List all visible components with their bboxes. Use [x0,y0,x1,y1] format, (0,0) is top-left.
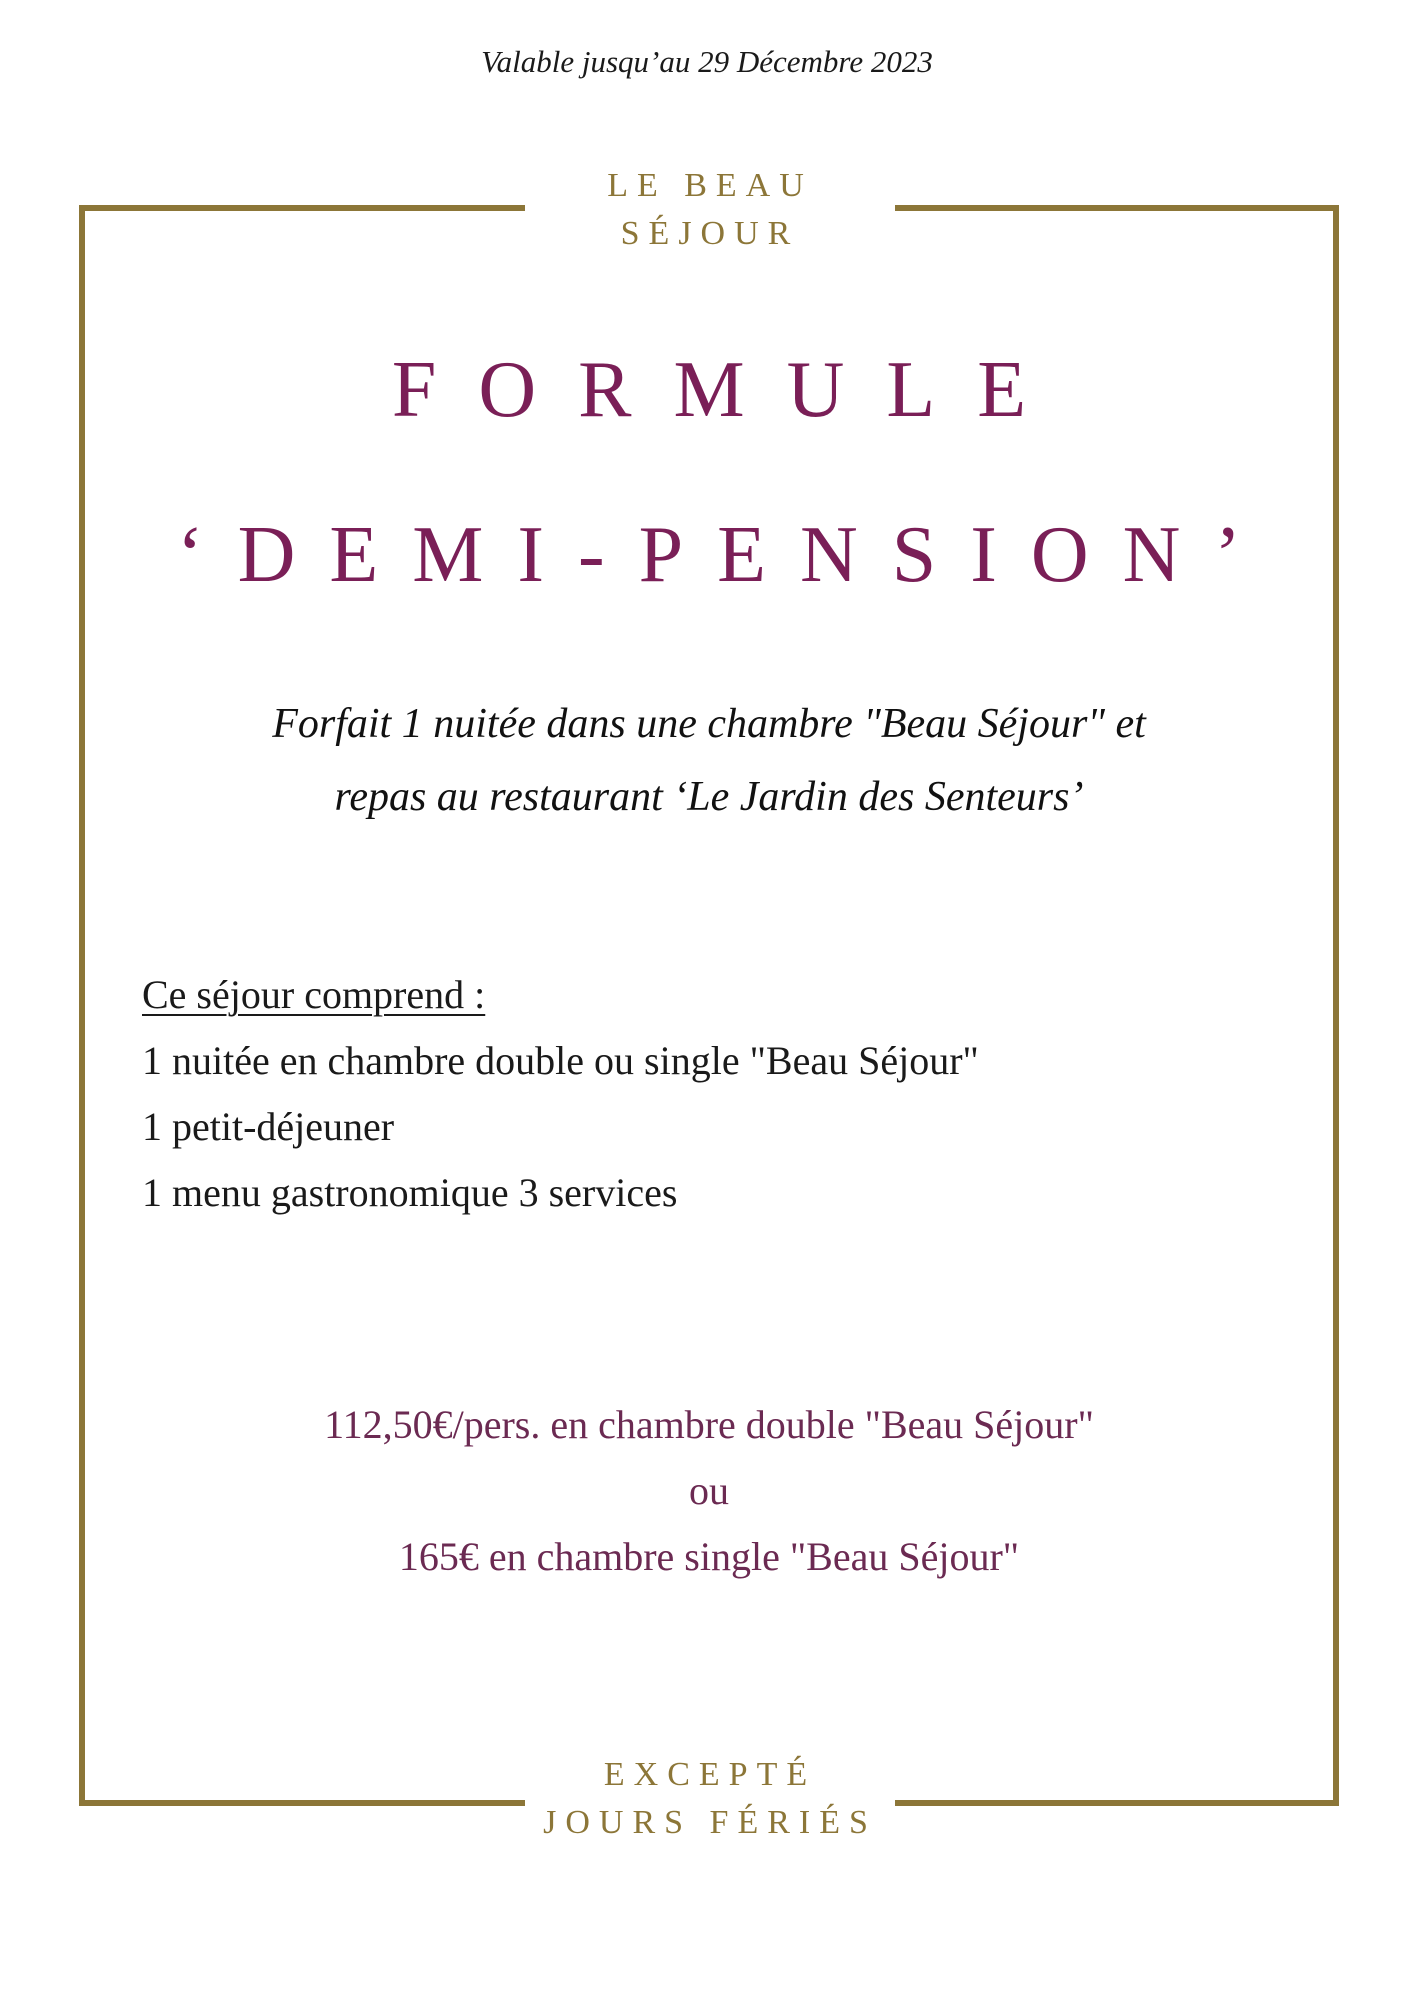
includes-list [142,1028,1292,1226]
offer-description [85,688,1333,834]
includes-heading: Ce séjour comprend : [142,972,486,1017]
validity-date: Valable jusqu’au 29 Décembre 2023 [481,44,933,79]
page-title-line-1: FORMULE [391,346,1069,434]
frame-top-right-line [895,205,1339,211]
list-item: 1 petit-déjeuner [142,1104,395,1149]
frame-bottom-left-line [79,1800,525,1806]
brand-line-2: SÉJOUR [620,215,800,252]
footer-line-2: JOURS FÉRIÉS [543,1804,877,1841]
footer-note [525,1751,895,1847]
frame-top-left-line [79,205,525,211]
list-item: 1 menu gastronomique 3 services [142,1170,678,1215]
brand-line-1: LE BEAU [607,167,813,204]
frame-right-line [1333,205,1339,1806]
price-single: 165€ en chambre single "Beau Séjour" [398,1534,1020,1579]
includes-section [142,962,1292,1226]
price-separator: ou [689,1468,729,1513]
page-title-line-2: ‘DEMI-PENSION’ [176,511,1276,599]
footer-line-1: EXCEPTÉ [603,1756,817,1793]
price-double: 112,50€/pers. en chambre double "Beau Séjour" [324,1402,1094,1447]
offer-description-line-2: repas au restaurant ‘Le Jardin des Senteurs’ [334,774,1084,820]
frame-bottom-right-line [895,1800,1339,1806]
offer-description-line-1: Forfait 1 nuitée dans une chambre "Beau Séjour" et [272,701,1146,747]
brand-name [525,162,895,258]
list-item: 1 nuitée en chambre double ou single "Beau Séjour" [142,1038,979,1083]
prices-section [85,1392,1333,1590]
